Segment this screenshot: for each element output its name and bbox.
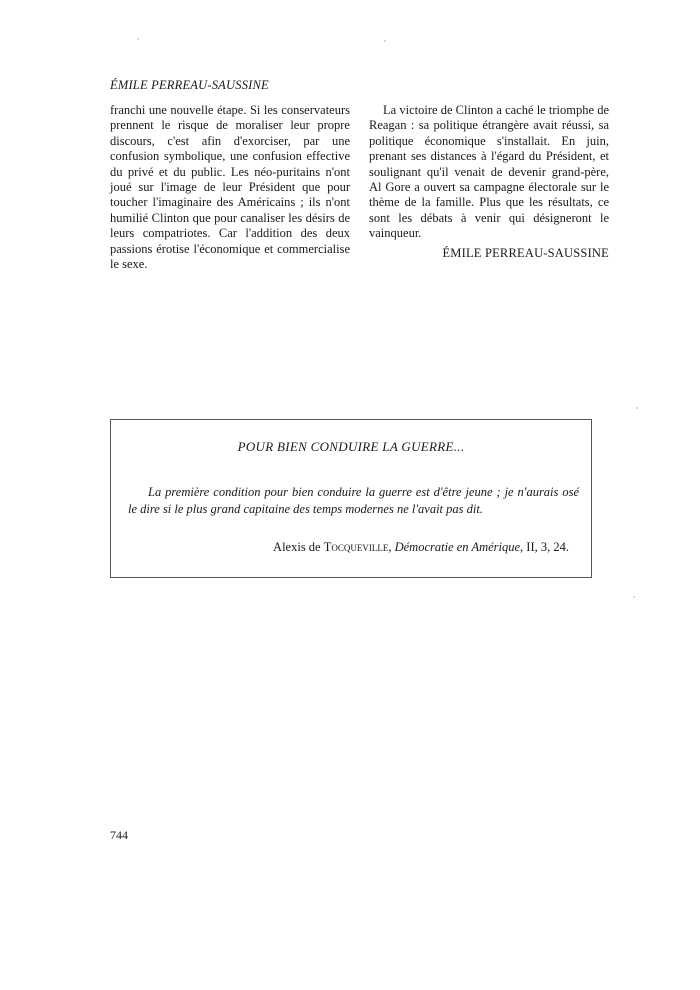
- quote-text: La première condition pour bien conduire la guerre est d'être jeune ; je n'aurais osé le dire si le plus grand capitaine des temps modernes ne l'avait pas dit.: [128, 485, 579, 516]
- paragraph: franchi une nouvelle étape. Si les conservateurs prennent le risque de moraliser leur propre discours, c'est afin d'exorciser, par une confusion symbolique, une confusion effective du privé et du public. Les néo-puritains n'ont joué sur l'image de leur Président que pour toucher l'imaginaire des Américains ; ils n'ont humilié Clinton que pour canaliser les désirs de leurs compatriotes. Car l'addition des deux passions érotise l'économique et commercialise le sexe.: [110, 103, 350, 272]
- citation-work: Démocratie en Amérique: [394, 540, 521, 554]
- scan-speck: [384, 40, 386, 42]
- author-signature: ÉMILE PERREAU-SAUSSINE: [442, 245, 609, 260]
- paragraph: La victoire de Clinton a caché le triomphe de Reagan : sa politique étrangère avait réussi, sa politique économique s'installait. En juin, prenant ses distances à l'égard du Président, et soulignant qu'il venait de devenir grand-père, Al Gore a ouvert sa campagne électorale sur le thème de la famille. Plus que les résultats, ce sont les débats à venir qui désigneront le vainqueur.: [369, 103, 609, 241]
- scan-speck: [633, 596, 635, 598]
- scan-speck: [636, 407, 638, 409]
- quote-citation: Alexis de Tocqueville, Démocratie en Amérique, II, 3, 24.: [273, 540, 569, 554]
- running-header: ÉMILE PERREAU-SAUSSINE: [110, 78, 269, 92]
- scan-speck: [137, 38, 139, 40]
- citation-author-last: Tocqueville: [323, 540, 389, 554]
- citation-reference: , II, 3, 24.: [520, 540, 569, 554]
- article-column-left: [110, 103, 350, 272]
- citation-author-first: Alexis de: [273, 540, 324, 554]
- quote-box-title: POUR BIEN CONDUIRE LA GUERRE...: [237, 439, 465, 454]
- quote-box: [110, 419, 592, 578]
- page-number: 744: [110, 828, 128, 842]
- article-column-right: [369, 103, 609, 261]
